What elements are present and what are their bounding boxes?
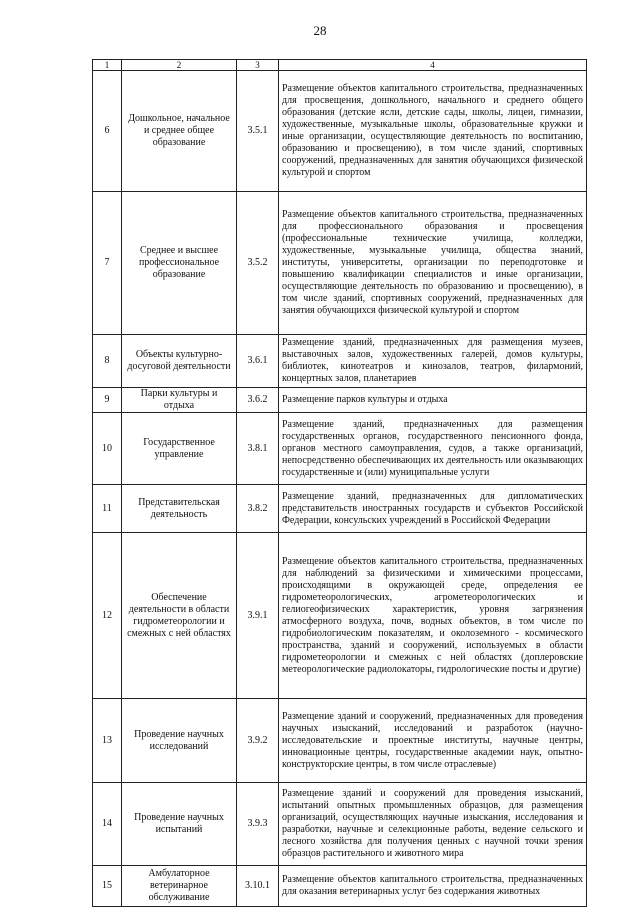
table-row <box>93 533 587 699</box>
row-number: 14 <box>93 783 122 866</box>
use-code: 3.9.2 <box>237 699 279 783</box>
use-name: Среднее и высшее профессиональное образование <box>122 192 237 335</box>
use-name: Представительская деятельность <box>122 485 237 533</box>
row-number: 6 <box>93 71 122 192</box>
row-number: 7 <box>93 192 122 335</box>
table-row <box>93 71 587 192</box>
use-code: 3.5.2 <box>237 192 279 335</box>
use-code: 3.8.1 <box>237 413 279 485</box>
use-name: Амбулаторное ветеринарное обслуживание <box>122 866 237 907</box>
use-code: 3.5.1 <box>237 71 279 192</box>
use-code: 3.10.1 <box>237 866 279 907</box>
use-name: Дошкольное, начальное и среднее общее образование <box>122 71 237 192</box>
use-code: 3.8.2 <box>237 485 279 533</box>
table-header-row <box>93 60 587 71</box>
use-name: Обеспечение деятельности в области гидрометеорологии и смежных с ней областях <box>122 533 237 699</box>
table-row <box>93 866 587 907</box>
use-description: Размещение объектов капитального строительства, предназначенных для наблюдений за физическими и химическими процессами, происходящими в окружающей среде, определения ее гидрометеорологических, агрометеорологических и гелиогеофизических характеристик, уровня загрязнения атмосферного воздуха, почв, водных объектов, в том числе по гидробиологическим показателям, и околоземного - космического пространства, зданий и сооружений, используемых в области гидрометеорологии и смежных с ней областях (доплеровские метеорологические радиолокаторы, гидрологические посты и другие) <box>279 533 587 699</box>
row-number: 10 <box>93 413 122 485</box>
land-use-table <box>92 59 587 907</box>
row-number: 11 <box>93 485 122 533</box>
row-number: 15 <box>93 866 122 907</box>
use-name: Объекты культурно-досуговой деятельности <box>122 335 237 388</box>
use-description: Размещение объектов капитального строительства, предназначенных для профессионального образования и просвещения (профессиональные технические училища, колледжи, художественные, музыкальные училища, общества знаний, институты, университеты, организации по переподготовке и повышению квалификации специалистов и иные организации, осуществляющие деятельность по образованию и просвещению), в том числе зданий, спортивных сооружений, предназначенных для занятия обучающихся физической культурой и спортом <box>279 192 587 335</box>
page-number: 28 <box>313 23 327 38</box>
table-row <box>93 485 587 533</box>
row-number: 8 <box>93 335 122 388</box>
use-code: 3.6.1 <box>237 335 279 388</box>
table-row <box>93 192 587 335</box>
row-number: 13 <box>93 699 122 783</box>
use-description: Размещение зданий, предназначенных для дипломатических представительств иностранных государств и субъектов Российской Федерации, консульских учреждений в Российской Федерации <box>279 485 587 533</box>
use-description: Размещение зданий, предназначенных для размещения музеев, выставочных залов, художественных галерей, домов культуры, библиотек, кинотеатров и кинозалов, театров, филармоний, концертных залов, планетариев <box>279 335 587 388</box>
use-code: 3.6.2 <box>237 388 279 413</box>
row-number: 12 <box>93 533 122 699</box>
use-description: Размещение объектов капитального строительства, предназначенных для оказания ветеринарных услуг без содержания животных <box>279 866 587 907</box>
use-description: Размещение зданий и сооружений для проведения изысканий, испытаний опытных промышленных образцов, для размещения организаций, осуществляющих научные изыскания, исследования и разработки, научные и селекционные работы, ведение сельского и лесного хозяйства для получения ценных с научной точки зрения образцов растительного и животного мира <box>279 783 587 866</box>
use-code: 3.9.3 <box>237 783 279 866</box>
use-description: Размещение зданий и сооружений, предназначенных для проведения научных изысканий, исследований и разработок (научно-исследовательские и проектные институты, научные центры, инновационные центры, государственные академии наук, опытно-конструкторские центры, в том числе отраслевые) <box>279 699 587 783</box>
column-header-4: 4 <box>279 60 587 71</box>
use-code: 3.9.1 <box>237 533 279 699</box>
use-name: Государственное управление <box>122 413 237 485</box>
column-header-3: 3 <box>237 60 279 71</box>
use-name: Проведение научных испытаний <box>122 783 237 866</box>
use-description: Размещение объектов капитального строительства, предназначенных для просвещения, дошкольного, начального и среднего общего образования (детские ясли, детские сады, школы, лицеи, гимназии, художественные, музыкальные школы, образовательные кружки и иные организации, осуществляющие деятельность по воспитанию, образованию и просвещению), в том числе зданий, спортивных сооружений, предназначенных для занятия обучающихся физической культурой и спортом <box>279 71 587 192</box>
table-row <box>93 388 587 413</box>
use-description: Размещение зданий, предназначенных для размещения государственных органов, государственного пенсионного фонда, органов местного самоуправления, судов, а также организаций, непосредственно обеспечивающих их деятельность или оказывающих государственные и (или) муниципальные услуги <box>279 413 587 485</box>
use-name: Парки культуры и отдыха <box>122 388 237 413</box>
row-number: 9 <box>93 388 122 413</box>
table-row <box>93 413 587 485</box>
use-name: Проведение научных исследований <box>122 699 237 783</box>
table-row <box>93 783 587 866</box>
table-row <box>93 335 587 388</box>
column-header-1: 1 <box>93 60 122 71</box>
table-row <box>93 699 587 783</box>
column-header-2: 2 <box>122 60 237 71</box>
use-description: Размещение парков культуры и отдыха <box>279 388 587 413</box>
